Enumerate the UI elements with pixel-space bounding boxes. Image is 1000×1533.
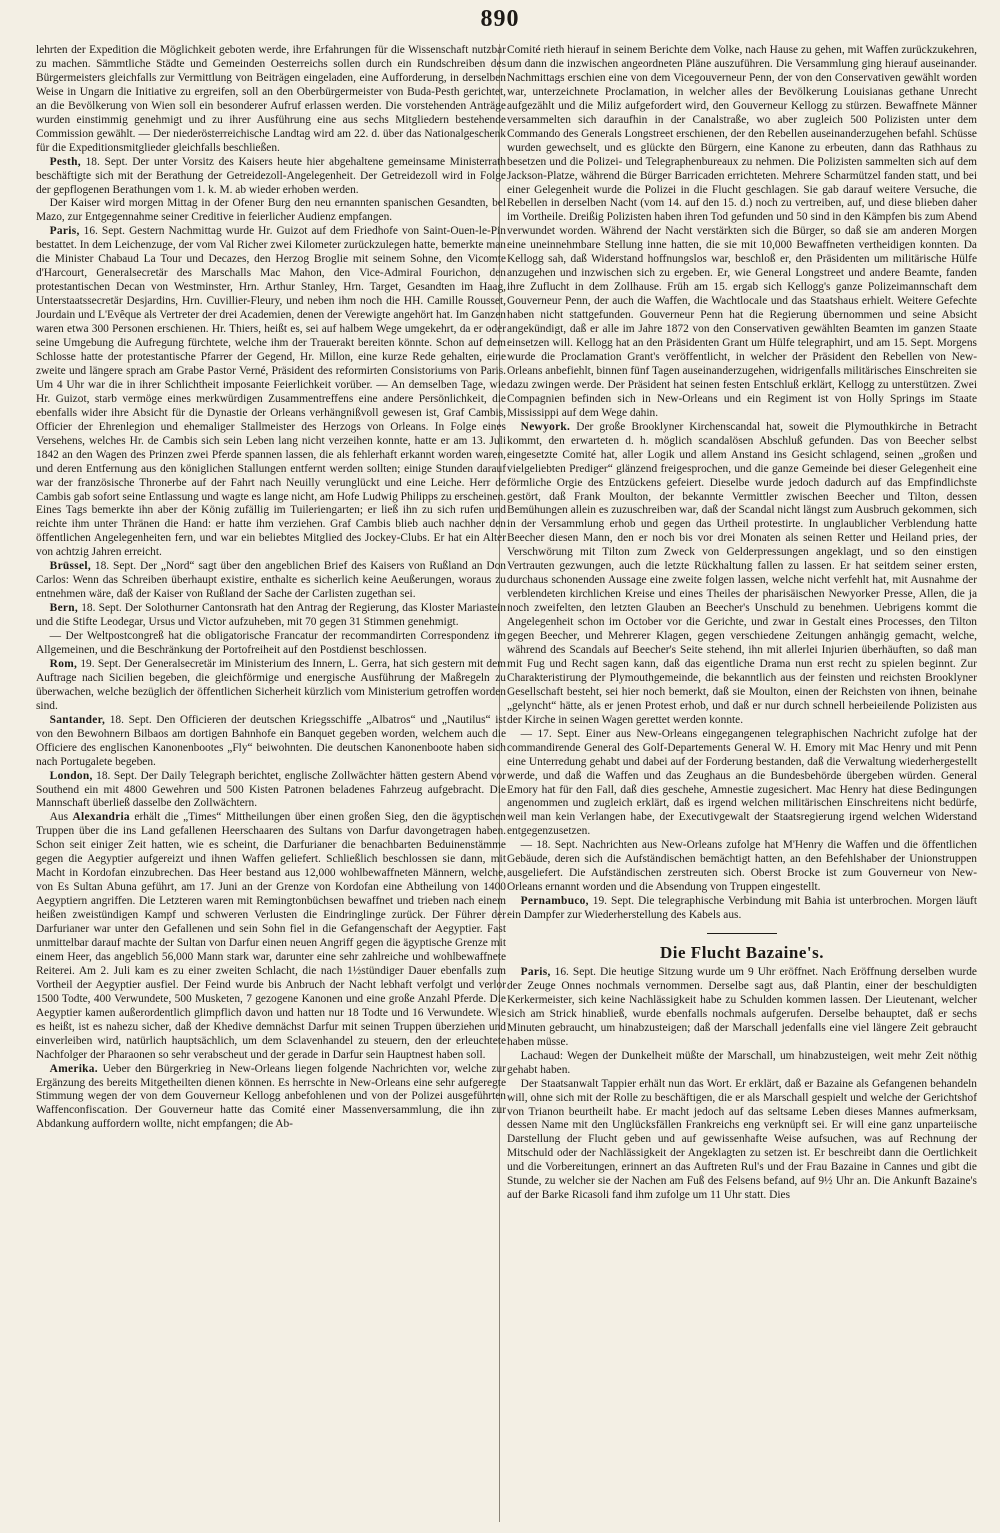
dateline: Amerika. xyxy=(49,1062,98,1075)
article-paragraph xyxy=(507,44,977,421)
paragraph-text: 19. Sept. Die telegraphische Verbindung mit Bahia ist unterbrochen. Morgen läuft ein Dampfer zur Wiederherstellung des Kabels aus. xyxy=(507,895,977,922)
paragraph-text: — 18. Sept. Nachrichten aus New-Orleans zufolge hat M'Henry die Waffen und die öffentlichen Gebäude, deren sich die Aufständischen bemächtigt hatten, an den Befehlshaber der Unionstruppen ausgeliefert. Die Aufständischen zerstreuten sich. Oberst Brocke ist zum Gouverneur von New-Orleans ernannt worden und die Absendung von Truppen eingestellt. xyxy=(507,839,977,894)
dateline: Brüssel, xyxy=(49,560,91,573)
paragraph-text: 18. Sept. Der Solothurner Cantonsrath hat den Antrag der Regierung, das Kloster Mariastein und die Stifte Leodegar, Ursus und Victor aufzuheben, mit 70 gegen 31 Stimmen genehmigt. xyxy=(36,602,506,629)
article-paragraph xyxy=(507,895,977,923)
paragraph-text: Der Kaiser wird morgen Mittag in der Ofener Burg den neu ernannten spanischen Gesandten, bel Mazo, zur Entgegennahme seiner Creditive in feierlicher Audienz empfangen. xyxy=(36,197,506,224)
article-paragraph xyxy=(507,421,977,728)
article-paragraph xyxy=(36,197,506,225)
right-column xyxy=(507,44,977,1524)
article-paragraph xyxy=(36,602,506,630)
article-paragraph xyxy=(36,658,506,714)
article-paragraph xyxy=(36,811,506,1062)
paragraph-text: Der große Brooklyner Kirchenscandal hat, soweit die Plymouthkirche in Betracht kommt, den erwarteten d. h. möglich scandalösen Abschluß gefunden. Das von Beecher selbst eingesetzte Comité hat, aller Logik und allem Anstand ins Gesicht schlagend, seinen „großen und vielgeliebten Prediger“ glänzend freigesprochen, und die ganze Gemeinde bei dieser Gelegenheit eine förmliche Orgie des Entzückens gefeiert. Dieselbe wurde jedoch dadurch auf das Empfindlichste gestört, daß Frank Moulton, der bekannte Vermittler zwischen Beecher und Tilton, dessen Bemühungen allein es zuzuschreiben war, daß der Scandal nicht längst zum Ausbruch gekommen, sich in der Versammlung erhob und gegen das Urtheil protestirte. In unglaublicher Verblendung hatte Beecher diesen Mann, den er noch bis vor drei Monaten als seinen Retter und Heiland pries, der Verschwörung mit Tilton zum Zweck von Gelderpressungen angeklagt, und so den einstigen Vertrauten gezwungen, auch die letzte Rückhaltung fallen zu lassen. Er hat seitdem seiner ersten, durchaus schonenden Aussage eine zweite folgen lassen, welche nicht verfehlt hat, mit Ausnahme der verblendeten kirchlichen Kreise und eines Theiles der pharisäischen Newyorker Presse, Allen, die ja noch zweifelten, den letzten Glauben an Beecher's Unschuld zu benehmen. Uebrigens kommt die Angelegenheit schon im October vor die Gerichte, und zwar in Gestalt eines Processes, den Tilton gegen Beecher, und Mehrerer Klagen, gegen verschiedene Zeitungen anhängig gemacht, welche, während des Scandals auf Beecher's Seite stehend, ihn mit allerlei Injurien überhäuften, so daß man mit Fug und Recht sagen kann, daß das eigentliche Drama nun erst recht zu spielen beginnt. Zur Charakteristirung der Plymouthgemeinde, die bekanntlich aus der feinsten und reichsten Brooklyner Gesellschaft besteht, sei hier noch bemerkt, daß sie Moulton, einen der Reichsten von ihnen, beinahe „gelyncht“ hätte, als er jenen Protest erhob, und daß er nur durch schnell herbeieilende Polizisten aus der Kirche in seinen Wagen gerettet werden konnte. xyxy=(507,420,977,726)
paragraph-text: Lachaud: Wegen der Dunkelheit müßte der Marschall, um hinabzusteigen, weit mehr Zeit nöthig gehabt haben. xyxy=(507,1049,977,1076)
dateline: Newyork. xyxy=(520,420,571,433)
dateline: Bern, xyxy=(49,602,79,615)
dateline: Pernambuco, xyxy=(520,895,589,908)
article-paragraph xyxy=(36,560,506,602)
dateline: Paris, xyxy=(520,966,551,978)
dateline: Rom, xyxy=(49,657,78,670)
paragraph-text: lehrten der Expedition die Möglichkeit geboten werde, ihre Erfahrungen für die Wissenschaft nutzbar zu machen. Sämmtliche Städte und Gemeinden Oesterreichs sollen durch ein Rundschreiben des Bürgermeisters gleichfalls zur Vermittlung von Beiträgen eingeladen, eine Aufforderung, in derselben Weise in Ungarn die Initiative zu ergreifen, soll an den Oberbürgermeister von Buda-Pesth gerichtet, an die Bevölkerung von Wien soll ein besonderer Aufruf erlassen werden. Die vorstehenden Anträge wurden einstimmig genehmigt und zu ihrer Ausführung eine aus sechs Mitgliedern bestehende Commission gewählt. — Der niederösterreichische Landtag wird am 22. d. über das Nationalgeschenk für die Expeditionsmitglieder gleichfalls beschließen. xyxy=(36,44,506,154)
dateline: Pesth, xyxy=(49,155,81,168)
article-paragraph xyxy=(36,714,506,770)
heading-rule xyxy=(707,933,777,934)
section-heading xyxy=(507,943,977,963)
article-paragraph xyxy=(36,156,506,198)
paragraph-text: 16. Sept. Die heutige Sitzung wurde um 9 Uhr eröffnet. Nach Eröffnung derselben wurde der Zeuge Onnes nochmals vernommen. Derselbe sagt aus, daß Plantin, einer der beschuldigten Kerkermeister, sich keine Nachlässigkeit habe zu Schulden kommen lassen. Der Lieutenant, welcher sich am Strick hinabließ, wurde ebenfalls nochmals aufgerufen. Derselbe behauptet, daß er sechs Minuten gebraucht, um hinabzusteigen; daß der Marschall jedenfalls eine viel längere Zeit gebraucht haben müsse. xyxy=(507,966,977,1048)
dateline: Santander, xyxy=(49,713,106,726)
article-paragraph xyxy=(507,728,977,840)
paragraph-text: 16. Sept. Gestern Nachmittag wurde Hr. Guizot auf dem Friedhofe von Saint-Ouen-le-Pin bestattet. In dem Leichenzuge, der vom Val Richer zwei Kilometer zurückzulegen hatte, bemerkte man die Minister Chabaud La Tour und Decazes, den Herzog Broglie mit seinem Sohne, den Vicomte d'Harcourt, Generalsecretär des Marschalls Mac Mahon, den Vice-Admiral Fourichon, den protestantischen Decan von Westminster, Hrn. Arthur Stanley, Hrn. Target, Gesandten im Haag, Unterstaatssecretär Desjardins, Hrn. Cuvillier-Fleury, und neben ihm noch die HH. Camille Rousset, Jourdain und L'Evêque als Vertreter der drei Academien, denen der Verewigte angehört hat. Im Ganzen waren etwa 300 Personen erschienen. Hr. Thiers, heißt es, sei auf halbem Wege umgekehrt, da er oder seine Umgebung die Aufregung fürchtete, welche ihm der Trauerakt bereiten könnte. Schon auf dem Schlosse hatte der protestantische Pfarrer der Gegend, Hr. Millon, eine kurze Rede gehalten, eine zweite und längere sprach am Grabe Pastor Verné, Präsident des reformirten Consistoriums von Paris. Um 4 Uhr war die in ihrer Schlichtheit imposante Feierlichkeit vorüber. — An demselben Tage, wie Hr. Guizot, starb vermöge eines merkwürdigen Zusammentreffens eine andere Persönlichkeit, die ebenfalls wider ihre Absicht für die Dynastie der Orleans verhängnißvoll gewesen ist, Graf Cambis, Officier der Ehrenlegion und ehemaliger Stallmeister des Herzogs von Orleans. In Folge eines Versehens, welches Hr. de Cambis sich sein Leben lang nicht verzeihen konnte, hatte er am 13. Juli 1842 an den Wagen des Prinzen zwei Pferde spannen lassen, die als fehlerhaft erkannt worden waren, und deren Entfernung aus den königlichen Stallungen entfernt werden sollten; einige Stunden darauf war der französische Thronerbe auf der Fahrt nach Neuilly verunglückt und eine Leiche. Herr de Cambis gab sofort seine Entlassung und wagte es lange nicht, am Hofe Ludwig Philipps zu erscheinen. Eines Tags bemerkte ihn aber der König zufällig im Tuileriengarten; er ließ ihn zu sich rufen und reichte ihm unter Thränen die Hand: er hatte ihm verziehen. Graf Cambis blieb auch nachher den öffentlichen Angelegenheiten fern, und war ein beliebtes Mitglied des Jockey-Clubs. Er hat ein Alter von achtzig Jahren erreicht. xyxy=(36,225,506,559)
left-column xyxy=(36,44,506,1524)
paragraph-text: erhält die „Times“ Mittheilungen über einen großen Sieg, den die ägyptischen Truppen über die ins Land gefallenen Heerschaaren des Sultans von Darfur davongetragen haben. Schon seit einiger Zeit hatten, wie es scheint, die Darfurianer die benachbarten Beduinenstämme gegen die Aegyptier aufgereizt und ihnen Waffen geliefert. Schließlich beschlossen sie dann, mit Macht in Kordofan einzubrechen. Das Heer bestand aus 12,000 wohlbewaffneten Männern, welche, von Es Sultan Abuna geführt, am 17. Juni an der Grenze von Kordofan eine Abtheilung von 1400 Aegyptiern angriffen. Die Letzteren waren mit Remingtonbüchsen bewaffnet und trieben nach einem heißen zweistündigen Kampf und schweren Verlusten die Eindringlinge zurück. Der Führer der Darfurianer war unter den Gefallenen und sein Sohn fiel in die Gefangenschaft der Aegyptier. Fast unmittelbar darauf machte der Sultan von Darfur einen neuen Angriff gegen die ägyptische Grenze mit einem Heer, das angeblich 56,000 Mann stark war, darunter eine sehr zahlreiche und wohlbewaffnete Reiterei. Am 2. Juli kam es zu einer zweiten Schlacht, die nach 1½stündiger Dauer ebenfalls zum Vortheil der Aegyptier ausfiel. Der Feind wurde bis Anbruch der Nacht lebhaft verfolgt und verlor 1500 Todte, 400 Verwundete, 500 Musketen, 7 gezogene Kanonen und eine große Anzahl Pferde. Die Aegyptier kamen außerordentlich glimpflich davon und hatten nur 18 Todte und 16 Verwundete. Wie es heißt, ist es nahezu sicher, daß der Khedive demnächst Darfur mit seinen Truppen überziehen und einverleiben wird, natürlich hauptsächlich, um dem Sclavenhandel zu steuern, den der erleuchtete Nachfolger der Pharaonen so sehr verabscheut und der gerade in Darfur sein Hauptnest haben soll. xyxy=(36,811,506,1061)
dateline: Alexandria xyxy=(72,811,130,824)
paragraph-lead: Aus xyxy=(49,811,73,824)
article-paragraph xyxy=(507,966,977,1050)
paragraph-text: — 17. Sept. Einer aus New-Orleans eingegangenen telegraphischen Nachricht zufolge hat der commandirende General des Golf-Departements General W. H. Emory mit Mac Henry und mit Penn eine Unterredung gehabt und dabei auf der Forderung bestanden, daß die Verwaltung wiederhergestellt werde, und daß die Waffen und das Zeughaus an die Bundesbehörde übergeben würden. General Emory hat für den Fall, daß dies geschehe, Amnestie zugesichert. Mac Henry hat diese Bedingungen angenommen und zugleich erklärt, daß es irgend welchen militärischen Einschreitens nicht bedürfe, weil man kein Verlangen habe, der Executivgewalt der Staatsregierung irgend welchen Widerstand entgegenzusetzen. xyxy=(507,727,977,838)
page-number: 890 xyxy=(480,6,520,32)
article-paragraph xyxy=(507,1050,977,1078)
paragraph-text: 18. Sept. Den Officieren der deutschen Kriegsschiffe „Albatros“ und „Nautilus“ ist von den Bewohnern Bilbaos am dortigen Bahnhofe ein Banquet gegeben worden, welchem auch die Officiere des englischen Kanonenbootes „Fly“ beiwohnten. Die deutschen Kanonenboote haben sich nach Portugalete begeben. xyxy=(36,713,506,768)
article-paragraph xyxy=(507,1078,977,1204)
paragraph-text: — Der Weltpostcongreß hat die obligatorische Francatur der recommandirten Correspondenz im Allgemeinen, und die Beschränkung der Portofreiheit auf den Postdienst beschlossen. xyxy=(36,630,506,656)
article-paragraph xyxy=(36,1063,506,1133)
paragraph-text: Comité rieth hierauf in seinem Berichte dem Volke, nach Hause zu gehen, mit Waffen zurückzukehren, um dann die inzwischen angeordneten Pläne auszuführen. Die Versammlung ging hierauf auseinander. Nachmittags erschien eine von dem Vicegouverneur Penn, der von den Conservativen gewählt worden war, unterzeichnete Proclamation, in welcher alles der Bevölkerung Louisianas gethane Unrecht aufgezählt und die Miliz aufgefordert wird, den Gouverneur Kellogg zu stürzen. Bewaffnete Männer versammelten sich daraufhin in der Canalstraße, wo aber zugleich 500 Polizisten unter dem Commando des Generals Longstreet erschienen, der den Rebellen auseinanderzugehen befahl. Schüsse wurden gewechselt, und es glückte den Bürgern, eine Kanone zu erbeuten, dann das Rathhaus zu besetzen und die Polizei- und Telegraphenbureaux zu nehmen. Die Polizisten sammelten sich auf dem Jackson-Platze, während die Bürger Barricaden errichteten. Mehrere Scharmützel fanden statt, und bei einer Gelegenheit wurde die Polizei in die Flucht geschlagen. Sie gab darauf weitere Versuche, die Rebellen in derselben Nacht (vom 14. auf den 15. d.) noch zu vertreiben, auf, und diese blieben daher im Vortheile. Dreißig Polizisten haben ihren Tod gefunden und 50 sind in den Kämpfen bis zum Abend verwundet worden. Während der Nacht verstärkten sich die Bürger, so daß sie am anderen Morgen eine uneinnehmbare Stellung inne hatten, die sie mit 10,000 Bewaffneten vertheidigen konnten. Da Kellogg sah, daß Widerstand hoffnungslos war, beschloß er, den Präsidenten um militärische Hülfe anzugehen und inzwischen sich zu ergeben. Er, wie General Longstreet und andere Beamte, fanden ihre Zuflucht in dem Zollhause. Früh am 15. ergab sich Kellogg's ganze Polizeimannschaft dem Gouverneur Penn, der auch die Waffen, die Wachtlocale und das Staatshaus erhielt. Weitere Gefechte haben nicht stattgefunden. Gouverneur Penn hat die Regierung übernommen und seine Absicht angekündigt, daß er alle im Jahre 1872 von den Conservativen gewählten Beamten im ganzen Staate einsetzen will. Kellogg hat an den Präsidenten Grant um Hülfe telegraphirt, und am 15. Sept. Morgens wurde die Proclamation Grant's veröffentlicht, in welcher der Präsident den Rebellen von New-Orleans anbefiehlt, binnen fünf Tagen auseinanderzugehen, widrigenfalls militärisches Einschreiten sie dazu zwingen werde. Der Präsident hat seinen festen Entschluß erklärt, Kellogg zu unterstützen. Zwei Compagnien befinden sich in New-Orleans und ein Regiment ist von Holly Springs im Staate Mississippi auf dem Wege dahin. xyxy=(507,44,977,419)
paragraph-text: 18. Sept. Der „Nord“ sagt über den angeblichen Brief des Kaisers von Rußland an Don Carlos: Wenn das Schreiben überhaupt existire, enthalte es sicherlich keine Aeußerungen, woraus zu entnehmen wäre, daß der Kaiser von Rußland der Sache der Carlisten zugethan sei. xyxy=(36,560,506,601)
article-paragraph xyxy=(36,630,506,658)
dateline: Paris, xyxy=(49,225,80,238)
section-heading-text: Die Flucht Bazaine's. xyxy=(660,943,824,963)
dateline: London, xyxy=(49,769,93,782)
article-paragraph xyxy=(36,770,506,812)
paragraph-text: 18. Sept. Der unter Vorsitz des Kaisers heute hier abgehaltene gemeinsame Ministerrath beschäftigte sich mit der Berathung der Getreidezoll-Angelegenheit. Der Getreidezoll wird in Folge der gepflogenen Berathungen vom 1. k. M. ab wieder erhoben werden. xyxy=(36,155,506,196)
article-paragraph xyxy=(36,44,506,156)
article-paragraph xyxy=(507,839,977,895)
paragraph-text: Ueber den Bürgerkrieg in New-Orleans liegen folgende Nachrichten vor, welche zur Ergänzung des bereits Mitgetheilten dienen können. Es herrschte in New-Orleans eine sehr aufgeregte Stimmung wegen der von dem Gouverneur Kellogg anbefohlenen und von der Polizei ausgeführten Waffenconfiscation. Der Gouverneur hatte das Comité einer Massenversammlung, die ihn zur Abdankung auffordern wollte, nicht empfangen; die Ab- xyxy=(36,1062,506,1131)
paragraph-text: 19. Sept. Der Generalsecretär im Ministerium des Innern, L. Gerra, hat sich gestern mit dem Auftrage nach Sicilien begeben, die gleichförmige und energische Ausführung der Maßregeln zu überwachen, welche bezüglich der öffentlichen Sicherheit kürzlich vom Ministerium getroffen worden sind. xyxy=(36,657,506,712)
paragraph-text: Der Staatsanwalt Tappier erhält nun das Wort. Er erklärt, daß er Bazaine als Gefangenen behandeln will, ohne sich mit der Rolle zu beschäftigen, die er als Marschall gespielt und welche der Gerichtshof von Trianon beurtheilt habe. Er macht jedoch auf das seltsame Leben dieses Mannes aufmerksam, dessen Name mit den Unglücksfällen Frankreichs eng verknüpft sei. Er will eine ganz unparteiische Darstellung der Flucht geben und auf gewissenhafte Weise aufsuchen, was auf Rechnung der Mitschuld oder der Nachlässigkeit der Angeklagten zu setzen ist. Er beschreibt dann die Oertlichkeit und die Vorbereitungen, erinnert an das Auftreten Rul's und der Frau Bazaine in Cannes und gibt die Stunde, zu welcher sie der Nachen am Fuß des Felsens befand, auf 9½ Uhr an. Die Ankunft Bazaine's auf der Barke Ricasoli fand ihm zufolge um 11 Uhr statt. Dies xyxy=(507,1077,977,1202)
article-paragraph xyxy=(36,225,506,560)
paragraph-text: 18. Sept. Der Daily Telegraph berichtet, englische Zollwächter hätten gestern Abend vor Southend ein mit 4800 Gewehren und 500 Kisten Patronen beladenes Fahrzeug aufgebracht. Die Mannschaft überließ dasselbe den Zollwächtern. xyxy=(36,769,506,810)
